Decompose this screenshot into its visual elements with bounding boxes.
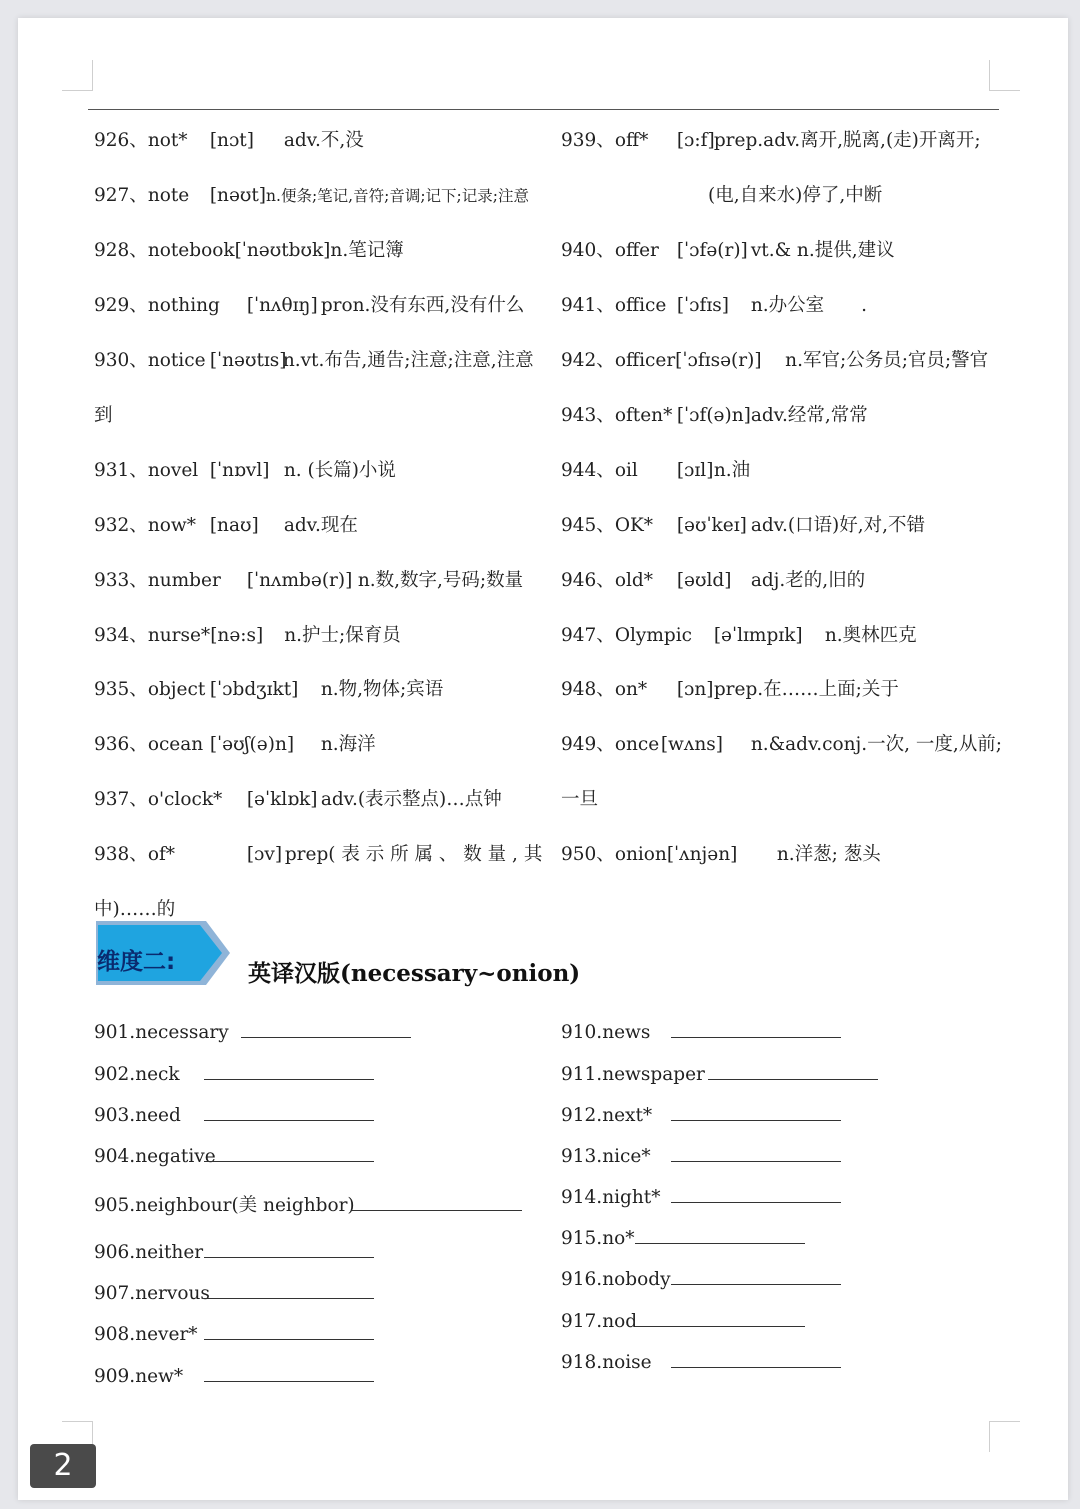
vocab-entry: 943、often* [ˈɔf(ə)n]adv.经常,常常 <box>561 405 868 426</box>
vocab-entry: 940、offer [ˈɔfə(r)] vt.& n.提供,建议 <box>561 240 895 261</box>
answer-blank[interactable] <box>635 1312 805 1327</box>
answer-blank[interactable] <box>671 1147 841 1162</box>
vocab-entry: 一旦 <box>561 789 599 810</box>
exercise-item: 903.need <box>94 1105 374 1127</box>
vocab-entry: 931、novel [ˈnɒvl] n. (长篇)小说 <box>94 460 396 481</box>
vocab-entry: 934、nurse*[nə:s] n.护士;保育员 <box>94 625 401 646</box>
vocab-entry: 933、number [ˈnʌmbə(r)] n.数,数字,号码;数量 <box>94 570 524 591</box>
vocab-entry: 中)……的 <box>94 899 176 920</box>
vocab-entry: 到 <box>94 405 113 426</box>
vocab-entry: 937、o'clock* [əˈklɒk] adv.(表示整点)…点钟 <box>94 789 502 810</box>
crop-mark-top-right <box>989 60 1020 91</box>
page-number-badge[interactable]: 2 <box>30 1444 96 1488</box>
vocab-entry: 947、Olympic [əˈlɪmpɪk] n.奥林匹克 <box>561 625 917 646</box>
answer-blank[interactable] <box>204 1147 374 1162</box>
exercise-item: 909.new* <box>94 1366 374 1388</box>
exercise-item: 908.never* <box>94 1324 374 1346</box>
vocab-entry: 942、officer[ˈɔfɪsə(r)] n.军官;公务员;官员;警官 <box>561 350 989 371</box>
exercise-item: 902.neck <box>94 1064 374 1086</box>
answer-blank[interactable] <box>635 1229 805 1244</box>
vocab-entry: 950、onion[ˈʌnjən] n.洋葱; 葱头 <box>561 844 881 865</box>
answer-blank[interactable] <box>671 1353 841 1368</box>
vocab-entry: 936、ocean [ˈəʊʃ(ə)n] n.海洋 <box>94 734 376 755</box>
vocab-entry: 949、once[wʌns] n.&adv.conj.一次, 一度,从前; <box>561 734 1002 755</box>
vocab-entry: 932、now* [naʊ] adv.现在 <box>94 515 358 536</box>
vocab-entry: (电,自来水)停了,中断 <box>708 185 883 206</box>
exercise-item: 917.nod <box>561 1311 805 1333</box>
answer-blank[interactable] <box>671 1106 841 1121</box>
exercise-item: 912.next* <box>561 1105 841 1127</box>
section-badge-label: 维度二: <box>97 949 176 975</box>
vocab-entry: 945、OK* [əʊˈkeɪ] adv.(口语)好,对,不错 <box>561 515 926 536</box>
answer-blank[interactable] <box>204 1367 374 1382</box>
answer-blank[interactable] <box>708 1065 878 1080</box>
answer-blank[interactable] <box>204 1065 374 1080</box>
exercise-item: 916.nobody <box>561 1269 841 1291</box>
vocab-entry: 927、note [nəʊt]n.便条;笔记,音符;音调;记下;记录;注意 <box>94 185 529 206</box>
exercise-item: 905.neighbour(美 neighbor) <box>94 1195 522 1217</box>
answer-blank[interactable] <box>204 1325 374 1340</box>
exercise-item: 901.necessary <box>94 1022 411 1044</box>
vocab-entry: 944、oil [ɔɪl]n.油 <box>561 460 751 481</box>
header-rule <box>88 109 999 110</box>
vocab-entry: 948、on* [ɔn]prep.在……上面;关于 <box>561 679 899 700</box>
answer-blank[interactable] <box>241 1023 411 1038</box>
answer-blank[interactable] <box>352 1196 522 1211</box>
vocab-entry: 930、notice [ˈnəʊtɪs]n.vt.布告,通告;注意;注意,注意 <box>94 350 534 371</box>
vocab-entry: 935、object [ˈɔbdʒɪkt] n.物,物体;宾语 <box>94 679 444 700</box>
exercise-item: 904.negative <box>94 1146 374 1168</box>
answer-blank[interactable] <box>671 1270 841 1285</box>
answer-blank[interactable] <box>204 1243 374 1258</box>
crop-mark-top-left <box>62 60 93 91</box>
exercise-item: 906.neither <box>94 1242 374 1264</box>
section-title: 英译汉版(necessary~onion) <box>248 960 581 987</box>
vocab-entry: 946、old* [əʊld] adj.老的,旧的 <box>561 570 866 591</box>
vocab-entry: 928、notebook[ˈnəʊtbʊk]n.笔记簿 <box>94 240 404 261</box>
exercise-item: 911.newspaper <box>561 1064 878 1086</box>
exercise-item: 914.night* <box>561 1187 841 1209</box>
answer-blank[interactable] <box>204 1284 374 1299</box>
vocab-entry: 938、of* [ɔv] prep( 表 示 所 属 、 数 量 , 其 <box>94 844 543 865</box>
answer-blank[interactable] <box>204 1106 374 1121</box>
exercise-item: 907.nervous <box>94 1283 374 1305</box>
vocab-entry: 941、office [ˈɔfɪs] n.办公室 . <box>561 295 867 316</box>
exercise-item: 910.news <box>561 1022 841 1044</box>
answer-blank[interactable] <box>671 1023 841 1038</box>
vocab-entry: 929、nothing [ˈnʌθɪŋ] pron.没有东西,没有什么 <box>94 295 525 316</box>
exercise-item: 913.nice* <box>561 1146 841 1168</box>
vocab-entry: 939、off* [ɔ:f]prep.adv.离开,脱离,(走)开离开; <box>561 130 981 151</box>
answer-blank[interactable] <box>671 1188 841 1203</box>
exercise-item: 918.noise <box>561 1352 841 1374</box>
exercise-item: 915.no* <box>561 1228 805 1250</box>
vocab-entry: 926、not* [nɔt] adv.不,没 <box>94 130 364 151</box>
crop-mark-bottom-right <box>989 1421 1020 1452</box>
